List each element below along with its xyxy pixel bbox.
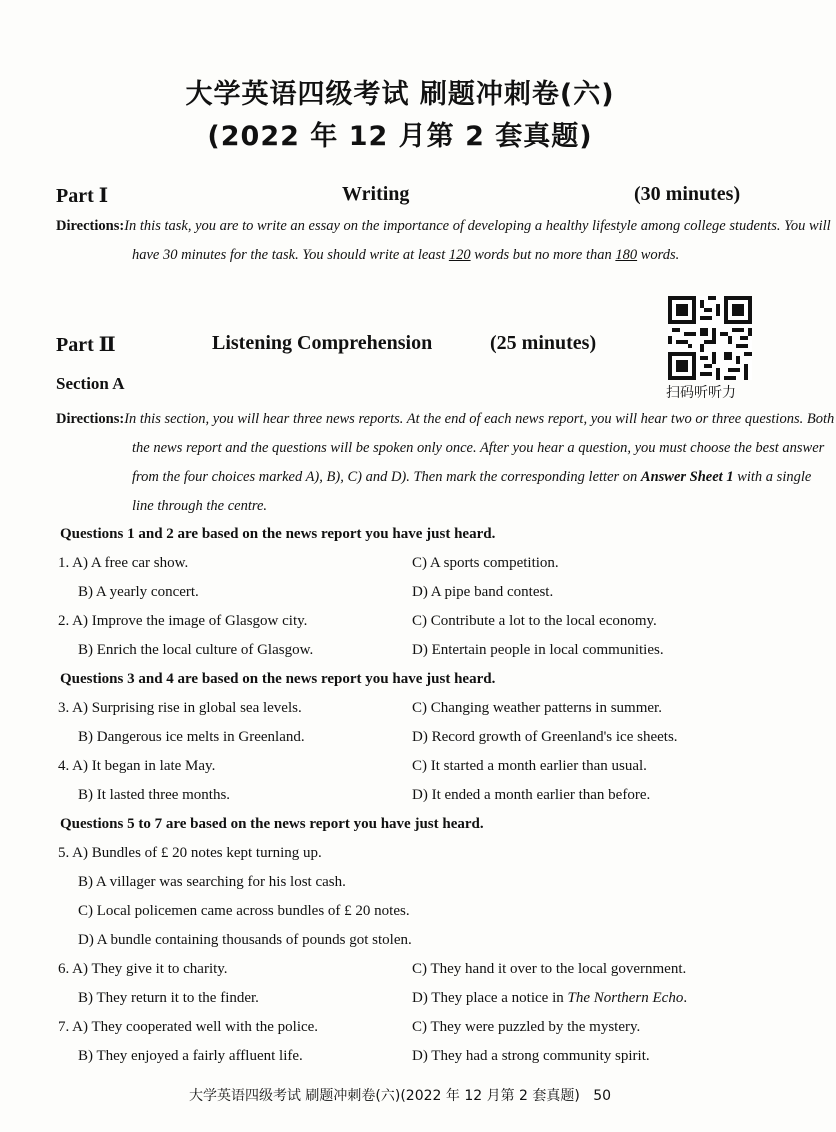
q2-option-d: D) Entertain people in local communities. — [412, 642, 664, 658]
newspaper-title: The Northern Echo — [567, 990, 684, 1006]
q7-option-d: D) They had a strong community spirit. — [412, 1048, 650, 1064]
part2-directions — [56, 405, 836, 521]
page-footer — [0, 1085, 800, 1105]
directions-text-a: In this section, you will hear three news reports. At the end of each news report, you will hear two or three questions. Both the news report and the questions will be spoken only once. After you hear a question, you must choose the best answer from the four choices marked A), B), C) and D). Then mark the corresponding letter on — [124, 411, 835, 485]
q7-option-b: B) They enjoyed a fairly affluent life. — [78, 1048, 303, 1064]
q3-option-c: C) Changing weather patterns in summer. — [412, 700, 662, 716]
min-words: 120 — [448, 247, 471, 263]
directions-text-c: words. — [637, 247, 680, 263]
q4-option-d: D) It ended a month earlier than before. — [412, 787, 651, 803]
part2-time: (25 minutes) — [490, 332, 597, 354]
q5-option-c: C) Local policemen came across bundles of £ 20 notes. — [78, 903, 410, 919]
directions-label: Directions: — [56, 218, 125, 234]
directions-text-b: words but no more than — [470, 247, 616, 263]
max-words: 180 — [615, 247, 638, 263]
q7-option-a: 7. A) They cooperated well with the police. — [58, 1019, 319, 1035]
section-a-heading: Section A — [56, 374, 125, 393]
q4-option-b: B) It lasted three months. — [78, 787, 231, 803]
q6-option-b: B) They return it to the finder. — [78, 990, 259, 1006]
part1-directions — [56, 212, 836, 270]
q2-option-a: 2. A) Improve the image of Glasgow city. — [58, 613, 308, 629]
q6-option-c: C) They hand it over to the local government. — [412, 961, 687, 977]
qr-caption: 扫码听听力 — [666, 385, 736, 401]
qr-code-icon[interactable] — [668, 296, 752, 380]
part1-label: Part Ⅰ — [56, 185, 109, 207]
group-heading: Questions 1 and 2 are based on the news report you have just heard. — [60, 526, 496, 542]
q6-option-d-text: D) They place a notice in — [412, 990, 568, 1006]
q5-option-d: D) A bundle containing thousands of pounds got stolen. — [78, 932, 412, 948]
q4-option-c: C) It started a month earlier than usual. — [412, 758, 647, 774]
q5-option-b: B) A villager was searching for his lost cash. — [78, 874, 346, 890]
part1-name: Writing — [342, 183, 410, 205]
q1-option-d: D) A pipe band contest. — [412, 584, 554, 600]
part2-label: Part Ⅱ — [56, 334, 116, 356]
q2-option-b: B) Enrich the local culture of Glasgow. — [78, 642, 314, 658]
page-title: 大学英语四级考试 刷题冲刺卷(六) — [185, 79, 615, 110]
page-subtitle: (2022 年 12 月第 2 套真题) — [207, 121, 593, 152]
q6-option-d — [412, 990, 687, 1007]
q1-option-b: B) A yearly concert. — [78, 584, 199, 600]
answer-sheet-label: Answer Sheet 1 — [640, 469, 734, 485]
page-number: 50 — [593, 1088, 612, 1104]
q2-option-c: C) Contribute a lot to the local economy. — [412, 613, 657, 629]
directions-label: Directions: — [56, 411, 125, 427]
directions-text-b: with a single line through the centre. — [132, 469, 812, 514]
q5-option-a: 5. A) Bundles of £ 20 notes kept turning up. — [58, 845, 322, 861]
footer-text: 大学英语四级考试 刷题冲刺卷(六)(2022 年 12 月第 2 套真题) — [188, 1088, 580, 1104]
group-heading: Questions 3 and 4 are based on the news report you have just heard. — [60, 671, 496, 687]
q4-option-a: 4. A) It began in late May. — [58, 758, 216, 774]
q1-option-c: C) A sports competition. — [412, 555, 559, 571]
q6-option-a: 6. A) They give it to charity. — [58, 961, 228, 977]
q6-option-d-end: . — [683, 990, 688, 1006]
part1-time: (30 minutes) — [634, 183, 741, 205]
q3-option-a: 3. A) Surprising rise in global sea levels. — [58, 700, 302, 716]
q1-option-a: 1. A) A free car show. — [58, 555, 189, 571]
part2-name: Listening Comprehension — [212, 332, 433, 354]
q3-option-d: D) Record growth of Greenland's ice sheets. — [412, 729, 678, 745]
q3-option-b: B) Dangerous ice melts in Greenland. — [78, 729, 305, 745]
directions-text-a: In this task, you are to write an essay on the importance of developing a healthy lifestyle among college students. You will have 30 minutes for the task. You should write at least — [124, 218, 831, 263]
group-heading: Questions 5 to 7 are based on the news report you have just heard. — [60, 816, 484, 832]
q7-option-c: C) They were puzzled by the mystery. — [412, 1019, 641, 1035]
